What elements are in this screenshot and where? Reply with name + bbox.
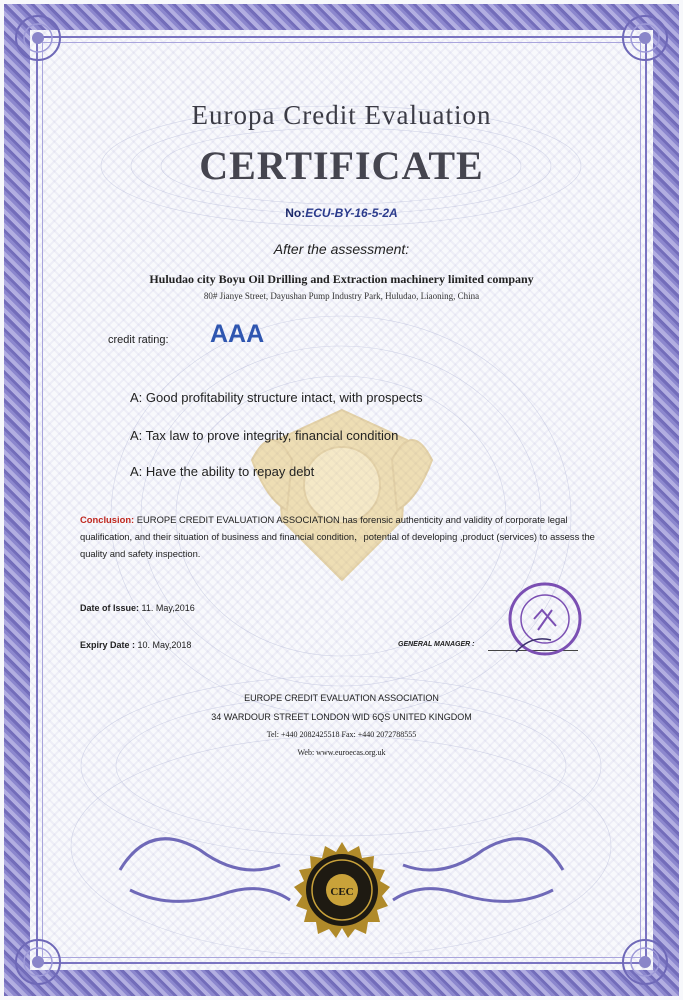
conclusion-label: Conclusion: [80,514,135,525]
official-stamp [506,580,584,658]
certificate-org-title: Europa Credit Evaluation [191,100,492,130]
association-address: 34 WARDOUR STREET LONDON WID 6QS UNITED KINGDOM [211,712,472,722]
rating-statement: A: Good profitability structure intact, with prospects [130,390,423,405]
expiry-date-label: Expiry Date : [80,640,136,650]
company-name: Huludao city Boyu Oil Drilling and Extraction machinery limited company [149,272,534,286]
conclusion-text: EUROPE CREDIT EVALUATION ASSOCIATION has forensic authenticity and validity of corporate legal qualification, and their situation of business and financial condition，potential of developing ,product (services) to assess the quality and safety inspection. [80,514,595,559]
gold-seal [292,840,392,940]
credit-rating-value: AAA [210,320,265,348]
general-manager-label: GENERAL MANAGER : [398,641,475,648]
corner-ornament-top-left [8,8,88,88]
certificate-number [0,206,683,220]
expiry-date [80,640,191,650]
rating-statement: A: Have the ability to repay debt [130,464,315,479]
credit-rating-label: credit rating: [108,334,169,346]
conclusion-paragraph [80,511,602,562]
issue-date [80,603,195,613]
expiry-date-value: 10. May,2018 [137,640,192,650]
certificate-number-value: ECU-BY-16-5-2A [305,206,398,220]
issue-date-label: Date of Issue: [80,603,140,613]
corner-ornament-bottom-left [8,912,88,992]
seal-text: CEC [330,886,354,898]
corner-ornament-bottom-right [595,912,675,992]
company-address: 80# Jianye Street, Dayushan Pump Industry Park, Huludao, Liaoning, China [203,291,480,301]
association-name: EUROPE CREDIT EVALUATION ASSOCIATION [244,693,439,703]
corner-ornament-top-right [595,8,675,88]
certificate-number-label: No: [285,206,306,220]
association-contact: Tel: +440 2082425518 Fax: +440 2072788555 [266,730,417,739]
association-website: Web: www.euroecas.org.uk [297,748,386,757]
rating-statement: A: Tax law to prove integrity, financial condition [130,428,399,443]
issue-date-value: 11. May,2016 [141,603,195,613]
certificate-title: CERTIFICATE [199,143,484,188]
assessment-intro: After the assessment: [273,241,410,257]
